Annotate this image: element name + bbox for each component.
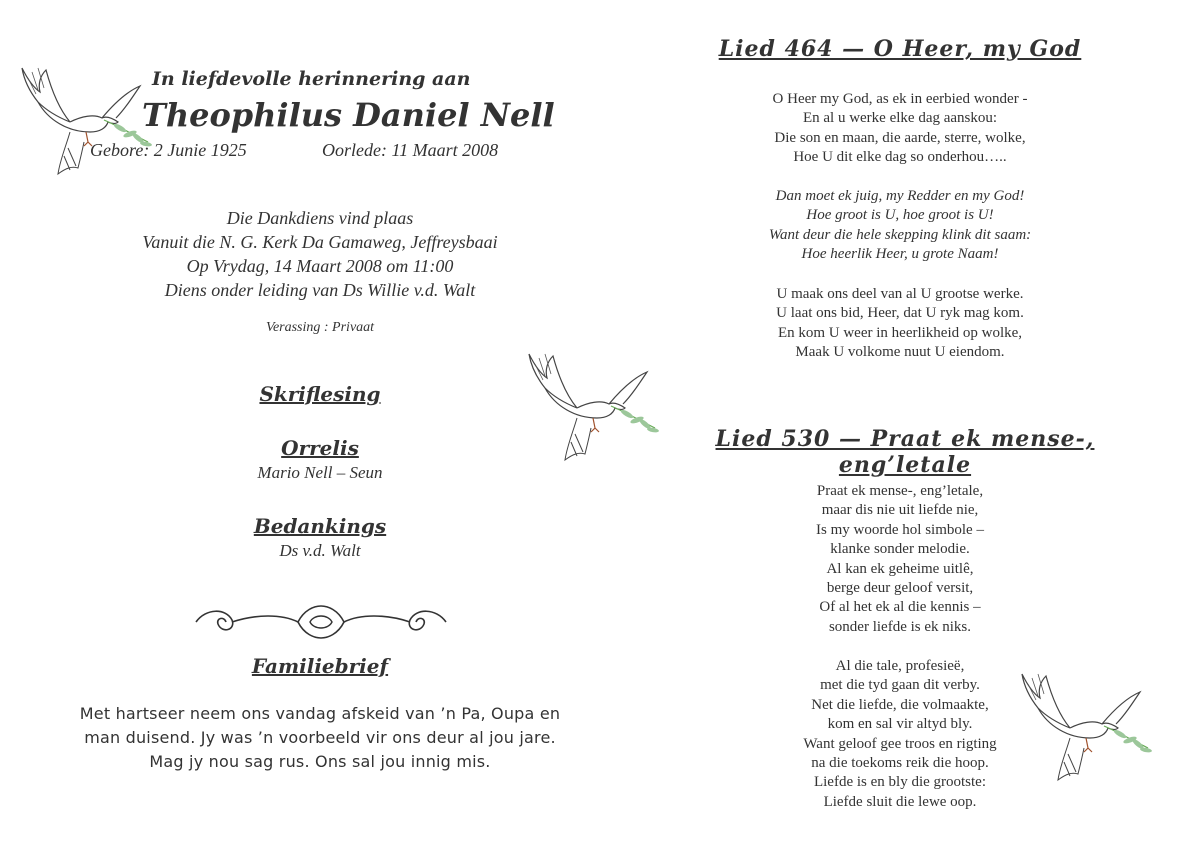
death-date: Oorlede: 11 Maart 2008 (322, 140, 499, 160)
verse-line: Want geloof gee troos en rigting (803, 735, 997, 752)
song1-heading: Lied 464 — O Heer, my God (718, 36, 1082, 62)
birth-date: Gebore: 2 Junie 1925 (90, 140, 247, 160)
cremation-note: Verassing : Privaat (265, 320, 375, 335)
verse-line: maar dis nie uit liefde nie, (821, 502, 979, 519)
verse-line: En al u werke elke dag aanskou: (802, 110, 998, 127)
organ-name: Mario Nell – Seun (257, 463, 383, 482)
verse-line: kom en sal vir altyd bly. (827, 716, 973, 733)
service-line: Diens onder leiding van Ds Willie v.d. Walt (164, 280, 476, 300)
verse-line: Praat ek mense-, eng’letale, (816, 483, 984, 499)
verse-line: berge deur geloof versit, (826, 580, 974, 597)
verse-line: klanke sonder melodie. (830, 541, 970, 558)
song2-heading: Lied 530 — Praat ek mense-, eng’letale (715, 426, 1095, 478)
intro-heading: In liefdevolle herinnering aan (152, 68, 471, 90)
service-line: Vanuit die N. G. Kerk Da Gamaweg, Jeffreysbaai (142, 232, 498, 252)
song2-verse (700, 657, 1100, 812)
verse-line: En kom U weer in heerlikheid op wolke, (777, 324, 1023, 341)
verse-line: Maak U volkome nuut U eiendom. (795, 344, 1005, 361)
verse-line: U maak ons deel van al U grootse werke. (776, 286, 1024, 302)
verse-line: na die toekoms reik die hoop. (811, 755, 989, 772)
service-line: Die Dankdiens vind plaas (226, 208, 414, 228)
verse-line: Want deur die hele skepping klink dit saam: (768, 226, 1032, 243)
ornament-divider (186, 600, 456, 644)
verse-line: Al die tale, profesieë, (835, 658, 965, 674)
family-line: Met hartseer neem ons vandag afskeid van ’n Pa, Oupa en (79, 704, 561, 723)
verse-line: met die tyd gaan dit verby. (820, 677, 980, 694)
thanks-heading: Bedankings (253, 514, 387, 538)
verse-line: Dan moet ek juig, my Redder en my God! (775, 188, 1025, 204)
family-line: Mag jy nou sag rus. Ons sal jou innig mis. (149, 752, 491, 771)
song1-chorus (690, 187, 1110, 265)
verse-line: Hoe U dit elke dag so onderhou….. (793, 149, 1007, 166)
deceased-name: Theophilus Daniel Nell (142, 96, 555, 134)
family-line: man duisend. Jy was ’n voorbeeld vir ons deur al jou jare. (84, 728, 556, 747)
verse-line: Al kan ek geheime uitlê, (826, 560, 974, 577)
dove-icon (515, 348, 665, 473)
song1-verse (690, 90, 1110, 168)
song2-verse (700, 482, 1100, 637)
family-letter (40, 702, 600, 774)
service-line: Op Vrydag, 14 Maart 2008 om 11:00 (186, 256, 454, 276)
family-heading: Familiebrief (251, 654, 389, 678)
verse-line: Die son en maan, die aarde, sterre, wolke, (774, 129, 1026, 146)
scripture-heading: Skriflesing (259, 382, 381, 406)
verse-line: Liefde sluit die lewe oop. (823, 793, 977, 810)
verse-line: Of al het ek al die kennis – (819, 599, 981, 616)
verse-line: Net die liefde, die volmaakte, (811, 696, 989, 713)
song1-verse (690, 285, 1110, 363)
organ-heading: Orrelis (281, 436, 359, 460)
verse-line: Hoe groot is U, hoe groot is U! (806, 207, 994, 224)
thanks-name: Ds v.d. Walt (279, 541, 361, 560)
verse-line: U laat ons bid, Heer, dat U ryk mag kom. (776, 305, 1024, 322)
dove-icon (8, 62, 158, 187)
verse-line: Hoe heerlik Heer, u grote Naam! (801, 246, 999, 263)
verse-line: sonder liefde is ek niks. (828, 618, 972, 635)
verse-line: O Heer my God, as ek in eerbied wonder - (772, 91, 1028, 107)
service-details (60, 206, 580, 302)
verse-line: Is my woorde hol simbole – (816, 521, 984, 538)
verse-line: Liefde is en bly die grootste: (813, 774, 987, 791)
